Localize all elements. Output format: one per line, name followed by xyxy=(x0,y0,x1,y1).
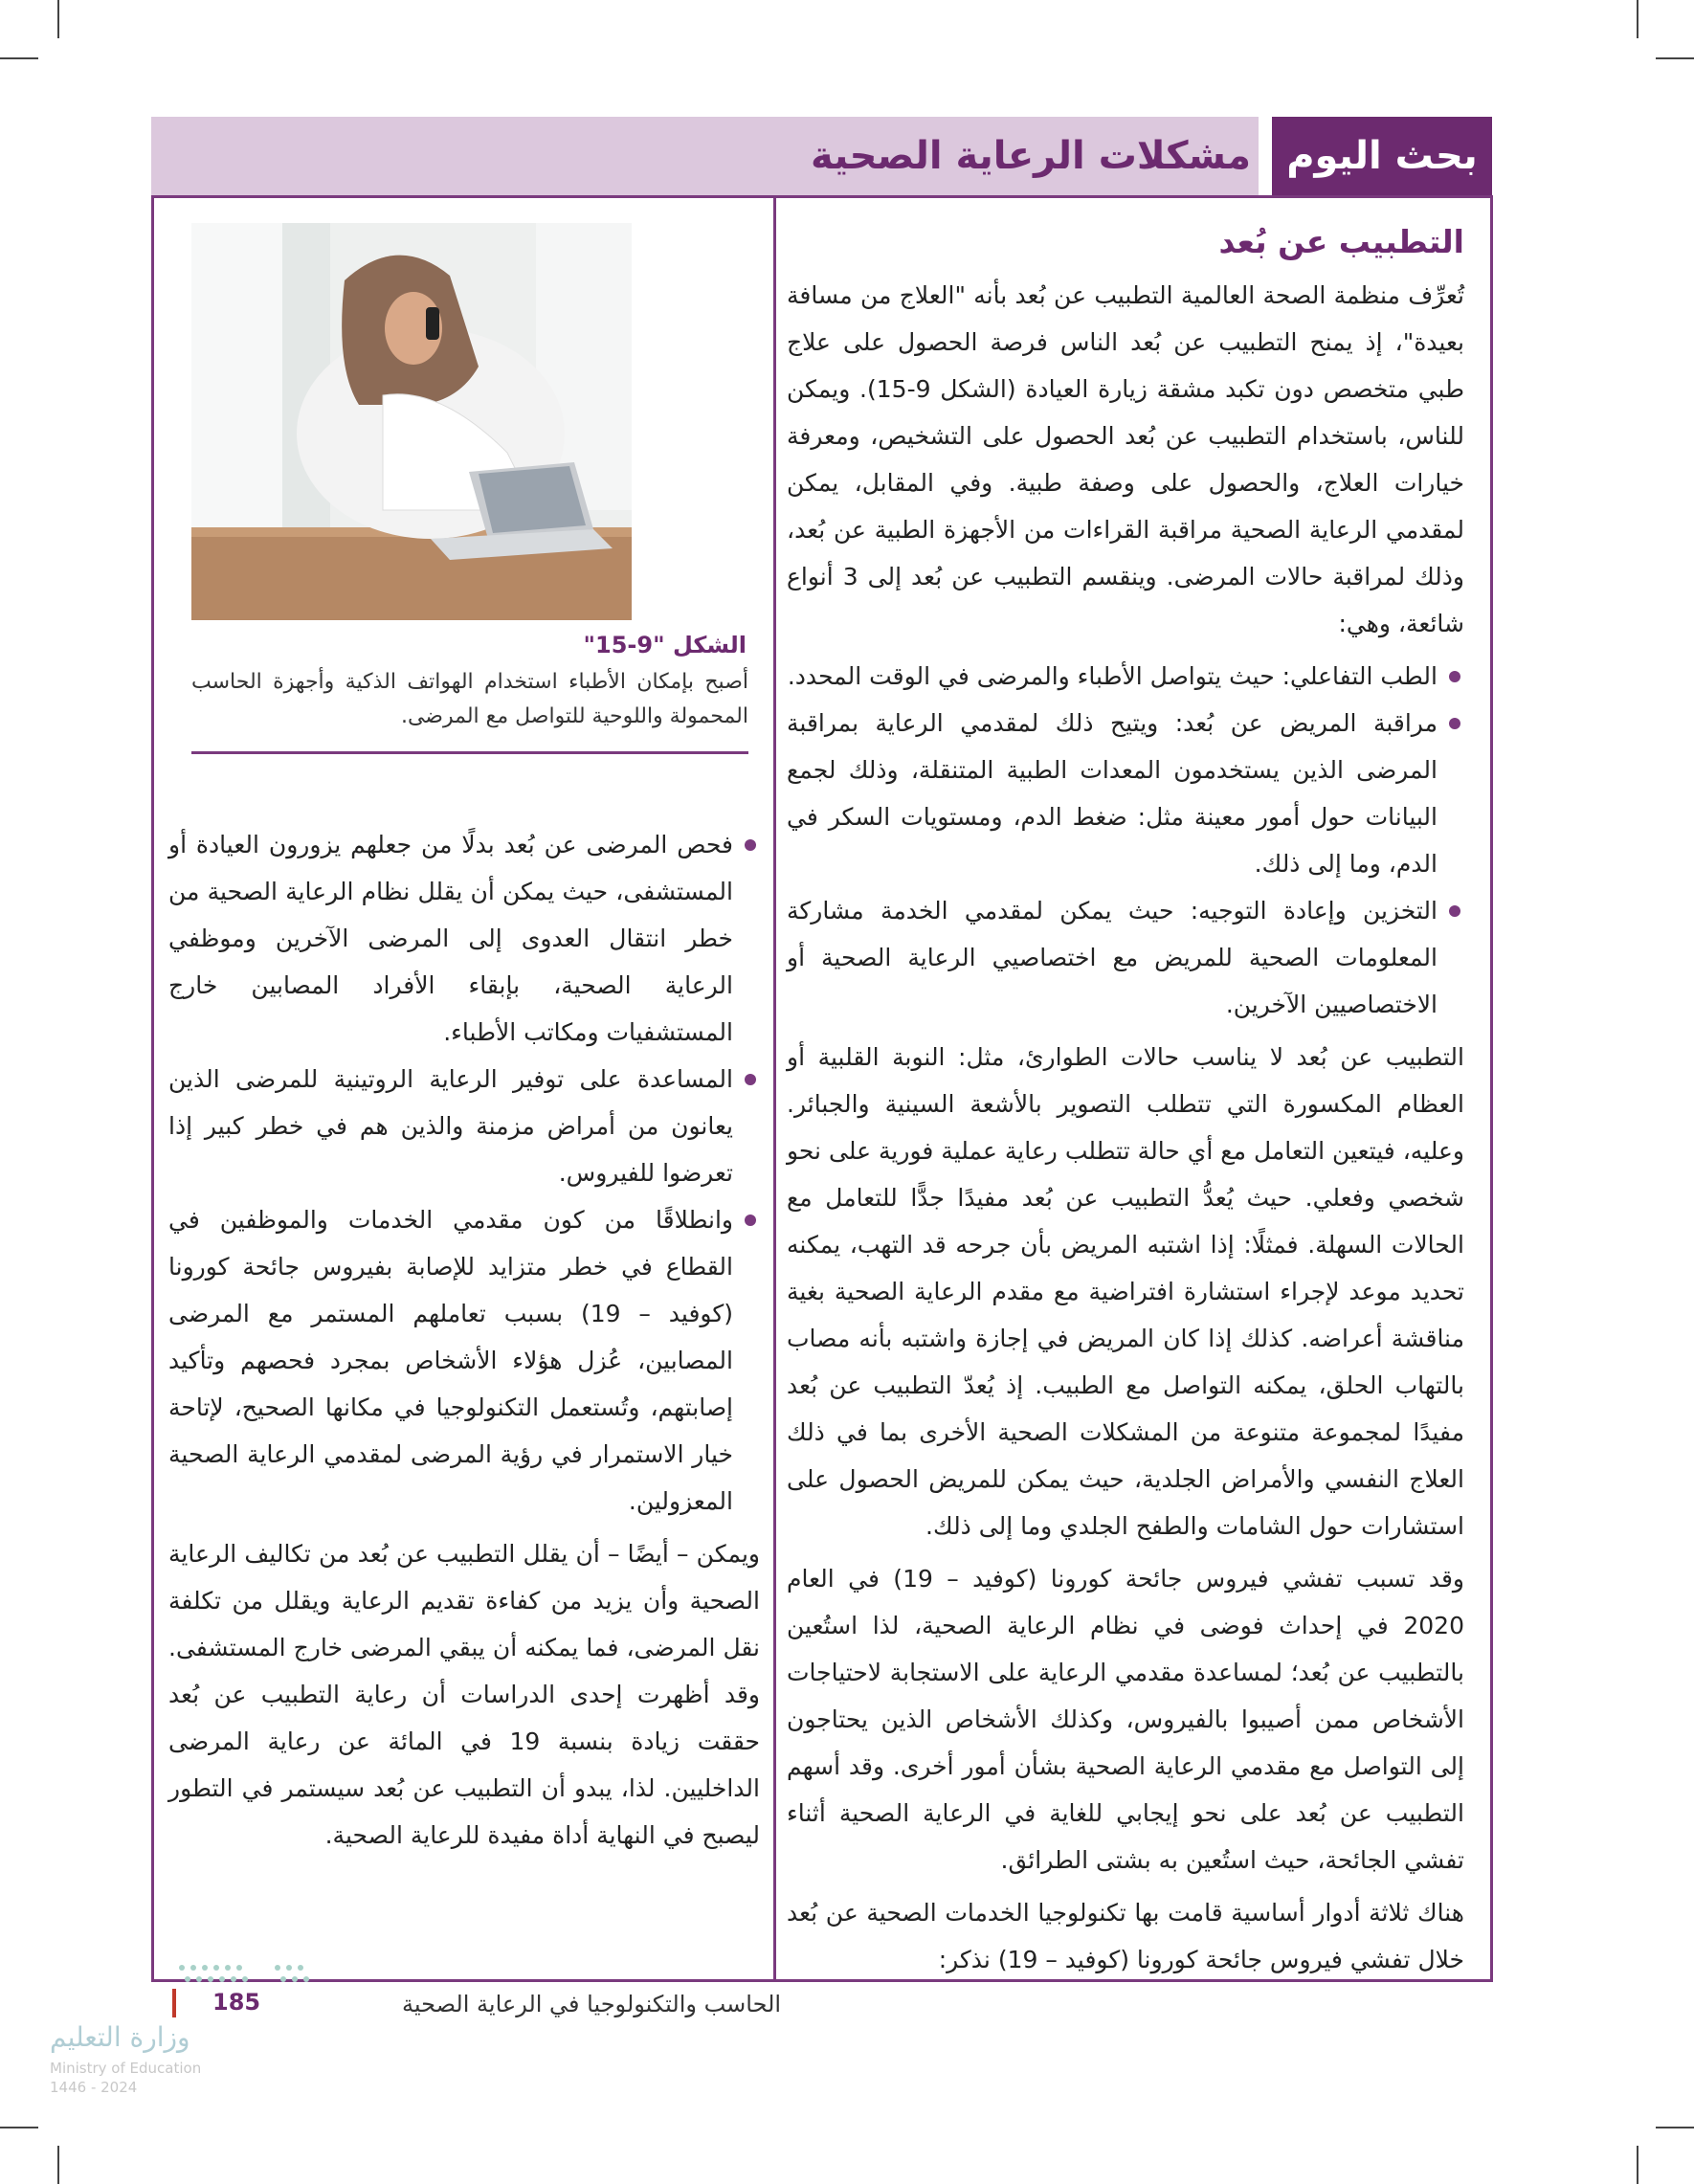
paragraph: التطبيب عن بُعد لا يناسب حالات الطوارئ، مثل: النوبة القلبية أو العظام المكسورة التي تتطلب التصوير بالأشعة السينية والجبائر. وعليه، فيتعين التعامل مع أي حالة تتطلب رعاية عملية فورية على نحو شخصي وفعلي. حيث يُعدُّ التطبيب عن بُعد مفيدًا جدًّا للتعامل مع الحالات السهلة. فمثلًا: إذا اشتبه المريض بأن جرحه قد التهب، يمكنه تحديد موعد لإجراء استشارة افتراضية مع مقدم الرعاية الصحية بغية مناقشة أعراضه. كذلك إذا كان المريض في إجازة واشتبه بأنه مصاب بالتهاب الحلق، يمكنه التواصل مع الطبيب. إذ يُعدّ التطبيب عن بُعد مفيدًا لمجموعة متنوعة من المشكلات الصحية الأخرى بما في ذلك العلاج النفسي والأمراض الجلدية، حيث يمكن للمريض الحصول على استشارات حول الشامات والطفح الجلدي وما إلى ذلك. xyxy=(787,1043,1464,1540)
list-item: التخزين وإعادة التوجيه: حيث يمكن لمقدمي الخدمة مشاركة المعلومات الصحية للمريض مع اختصاصيي الرعاية الصحية أو الاختصاصيين الآخرين. xyxy=(787,887,1464,1028)
page-number: 185 xyxy=(212,1989,261,2016)
crop-mark xyxy=(1656,57,1694,59)
list-item: المساعدة على توفير الرعاية الروتينية للمرضى الذين يعانون من أمراض مزمنة والذين هم في خطر كبير إذا تعرضوا للفيروس. xyxy=(168,1056,760,1196)
right-column xyxy=(787,218,1464,1989)
intro-paragraph: تُعرِّف منظمة الصحة العالمية التطبيب عن بُعد بأنه "العلاج من مسافة بعيدة"، إذ يمنح التطبيب عن بُعد الناس فرصة الحصول على علاج طبي متخصص دون تكبد مشقة زيارة العيادة (الشكل 9-15). ويمكن للناس، باستخدام التطبيب عن بُعد الحصول على التشخيص، ومعرفة خيارات العلاج، والحصول على وصفة طبية. وفي المقابل، يمكن لمقدمي الرعاية الصحية مراقبة القراءات من الأجهزة الطبية عن بُعد، وذلك لمراقبة حالات المرضى. وينقسم التطبيب عن بُعد إلى 3 أنواع شائعة، وهي: xyxy=(787,281,1464,637)
list-item: وانطلاقًا من كون مقدمي الخدمات والموظفين في القطاع في خطر متزايد للإصابة بفيروس جائحة كورونا (كوفيد – 19) بسبب تعاملهم المستمر مع المرضى المصابين، عُزل هؤلاء الأشخاص بمجرد فحصهم وتأكيد إصابتهم، وتُستعمل التكنولوجيا في مكانها الصحيح، لإتاحة خيار الاستمرار في رؤية المرضى لمقدمي الرعاية الصحية المعزولين. xyxy=(168,1196,760,1525)
figure-photo xyxy=(191,223,632,620)
paragraph: ويمكن – أيضًا – أن يقلل التطبيب عن بُعد من تكاليف الرعاية الصحية وأن يزيد من كفاءة تقديم الرعاية ويقلل من تكلفة نقل المرضى، فما يمكنه أن يبقي المرضى خارج المستشفى. وقد أظهرت إحدى الدراسات أن رعاية التطبيب عن بُعد حققت زيادة بنسبة 19 في المائة عن رعاية المرضى الداخليين. لذا، يبدو أن التطبيب عن بُعد سيستمر في التطور ليصبح في النهاية أداة مفيدة للرعاية الصحية. xyxy=(168,1540,760,1849)
footer-accent-bar xyxy=(172,1989,176,2017)
figure-caption: أصبح بإمكان الأطباء استخدام الهواتف الذكية وأجهزة الحاسب المحمولة واللوحية للتواصل مع المرضى. xyxy=(191,670,748,728)
doctor-laptop-illustration xyxy=(191,223,632,620)
covid-roles-list xyxy=(168,821,760,1525)
list-item: فحص المرضى عن بُعد بدلًا من جعلهم يزورون العيادة أو المستشفى، حيث يمكن أن يقلل نظام الرعاية الصحية من خطر انتقال العدوى إلى المرضى الآخرين وموظفي الرعاية الصحية، بإبقاء الأفراد المصابين خارج المستشفيات ومكاتب الأطباء. xyxy=(168,821,760,1056)
crop-mark xyxy=(1656,2127,1694,2128)
ministry-logo-text: وزارة التعليم xyxy=(50,2021,190,2053)
ministry-logo-dots xyxy=(172,1960,345,1989)
crop-mark xyxy=(57,0,59,38)
page-title: مشكلات الرعاية الصحية xyxy=(811,134,1251,178)
crop-mark xyxy=(1637,2146,1638,2184)
list-item: الطب التفاعلي: حيث يتواصل الأطباء والمرضى في الوقت المحدد. xyxy=(787,653,1464,700)
ministry-logo-english: Ministry of Education xyxy=(50,2060,202,2077)
paragraph: وقد تسبب تفشي فيروس جائحة كورونا (كوفيد – 19) في العام 2020 في إحداث فوضى في نظام الرعاية الصحية، لذا استُعين بالتطبيب عن بُعد؛ لمساعدة مقدمي الرعاية على الاستجابة لاحتياجات الأشخاص ممن أصيبوا بالفيروس، وكذلك الأشخاص الذين يحتاجون إلى التواصل مع مقدمي الرعاية الصحية بشأن أمور أخرى. وقد أسهم التطبيب عن بُعد على نحو إيجابي للغاية في الرعاية الصحية أثناء تفشي الجائحة، حيث استُعين به بشتى الطرائق. xyxy=(787,1565,1464,1874)
header-badge: بحث اليوم xyxy=(1272,117,1492,195)
figure-title: الشكل "9-15" xyxy=(583,632,747,658)
header-bar xyxy=(151,117,1492,195)
book-title: الحاسب والتكنولوجيا في الرعاية الصحية xyxy=(402,1991,782,2017)
section-heading: التطبيب عن بُعد xyxy=(1218,223,1464,260)
ministry-logo-year: 2024 - 1446 xyxy=(50,2079,138,2096)
telemedicine-types-list xyxy=(787,653,1464,1028)
crop-mark xyxy=(57,2146,59,2184)
left-column xyxy=(168,821,760,1864)
caption-divider xyxy=(191,751,748,754)
list-item: مراقبة المريض عن بُعد: ويتيح ذلك لمقدمي الرعاية بمراقبة المرضى الذين يستخدمون المعدات الطبية المتنقلة، وذلك لجمع البيانات حول أمور معينة مثل: ضغط الدم، ومستويات السكر في الدم، وما إلى ذلك. xyxy=(787,700,1464,887)
paragraph: هناك ثلاثة أدوار أساسية قامت بها تكنولوجيا الخدمات الصحية عن بُعد خلال تفشي فيروس جائحة كورونا (كوفيد – 19) نذكر: xyxy=(787,1899,1464,1973)
crop-mark xyxy=(0,2127,38,2128)
crop-mark xyxy=(0,57,38,59)
crop-mark xyxy=(1637,0,1638,38)
